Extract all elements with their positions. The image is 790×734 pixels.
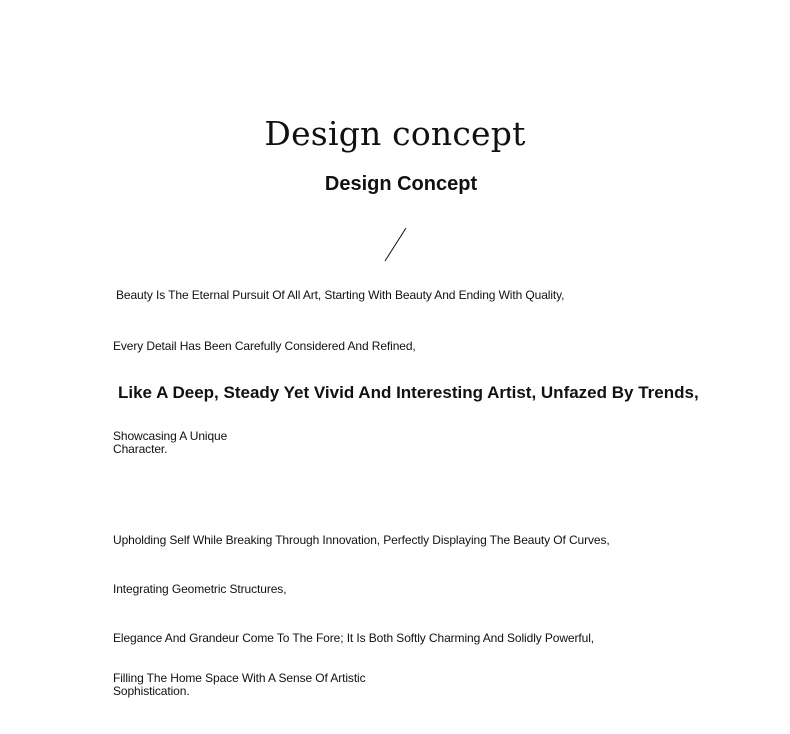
page-subtitle: Design Concept — [324, 173, 478, 195]
paragraph-line-1: Beauty Is The Eternal Pursuit Of All Art, Starting With Beauty And Ending With Quality, — [116, 288, 565, 302]
paragraph-line-4: Showcasing A Unique Character. — [113, 429, 228, 456]
paragraph-line-3: Like A Deep, Steady Yet Vivid And Interesting Artist, Unfazed By Trends, — [118, 383, 699, 402]
paragraph-line-2: Every Detail Has Been Carefully Considered And Refined, — [113, 339, 416, 353]
page-title: Design concept — [264, 114, 526, 153]
slash-divider — [384, 227, 408, 263]
paragraph-line-5: Upholding Self While Breaking Through Innovation, Perfectly Displaying The Beauty Of Curves, — [113, 533, 610, 547]
paragraph-line-6: Integrating Geometric Structures, — [113, 582, 287, 596]
paragraph-line-8: Filling The Home Space With A Sense Of Artistic Sophistication. — [113, 671, 366, 698]
paragraph-line-7: Elegance And Grandeur Come To The Fore; It Is Both Softly Charming And Solidly Powerful, — [113, 631, 595, 645]
